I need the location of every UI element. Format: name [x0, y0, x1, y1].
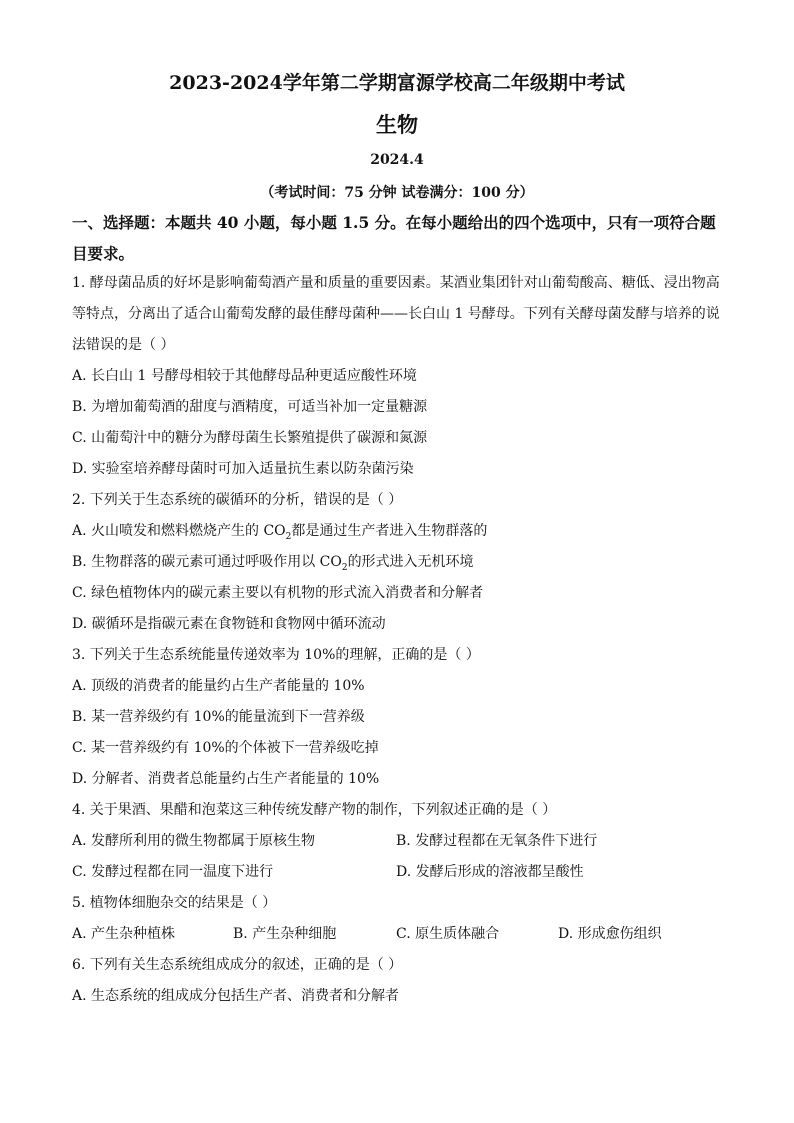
q2-stem: 2. 下列关于生态系统的碳循环的分析，错误的是（ ） — [72, 492, 403, 508]
co2-subscript: 2 — [285, 531, 292, 542]
q1-option-a: A. 长白山 1 号酵母相较于其他酵母品种更适应酸性环境 — [72, 368, 417, 384]
q5-option-a: A. 产生杂种植株 — [72, 926, 176, 942]
q3-stem: 3. 下列关于生态系统能量传递效率为 10%的理解，正确的是（ ） — [72, 647, 480, 663]
q4-option-d: D. 发酵后形成的溶液都呈酸性 — [396, 864, 584, 880]
q3-option-a: A. 顶级的消费者的能量约占生产者能量的 10% — [72, 678, 365, 694]
q2-option-a — [72, 516, 724, 547]
q1-option-d: D. 实验室培养酵母菌时可加入适量抗生素以防杂菌污染 — [72, 461, 414, 477]
section-heading — [72, 207, 724, 269]
q3-option-b: B. 某一营养级约有 10%的能量流到下一营养级 — [72, 709, 365, 725]
q4-option-a: A. 发酵所利用的微生物都属于原核生物 — [72, 833, 316, 849]
q2-option-d: D. 碳循环是指碳元素在食物链和食物网中循环流动 — [72, 616, 386, 632]
q1-stem-line-1: 1. 酵母菌品质的好坏是影响葡萄酒产量和质量的重要因素。某酒业集团针对山葡萄酸高、糖低、浸出物高 — [72, 275, 720, 291]
exam-date: 2024.4 — [370, 152, 424, 168]
exam-info: （考试时间：75 分钟 试卷满分：100 分） — [260, 185, 534, 201]
q4-options-row-1 — [72, 826, 724, 857]
q2-option-b — [72, 547, 724, 578]
q2-option-a-text-2: 都是通过生产者进入生物群落的 — [291, 523, 488, 539]
section-heading-line-2: 目要求。 — [72, 244, 135, 263]
q2-option-b-text-1: B. 生物群落的碳元素可通过呼吸作用以 CO — [72, 554, 342, 570]
q5-option-c: C. 原生质体融合 — [396, 926, 500, 942]
q4-option-b: B. 发酵过程都在无氧条件下进行 — [396, 833, 598, 849]
q5-stem: 5. 植物体细胞杂交的结果是（ ） — [72, 895, 277, 911]
q4-options-row-2 — [72, 857, 724, 888]
q1-stem-line-3: 法错误的是（ ） — [72, 337, 175, 353]
q6-option-a: A. 生态系统的组成成分包括生产者、消费者和分解者 — [72, 988, 400, 1004]
q1-option-c: C. 山葡萄汁中的糖分为酵母菌生长繁殖提供了碳源和氮源 — [72, 430, 428, 446]
co2-subscript: 2 — [341, 562, 348, 573]
q3-option-c: C. 某一营养级约有 10%的个体被下一营养级吃掉 — [72, 740, 379, 756]
q4-option-c: C. 发酵过程都在同一温度下进行 — [72, 864, 274, 880]
questions — [72, 268, 724, 1012]
section-heading-line-1: 一、选择题：本题共 40 小题，每小题 1.5 分。在每小题给出的四个选项中，只有一项符合题 — [72, 213, 716, 232]
q1-stem-line-2: 等特点，分离出了适合山葡萄发酵的最佳酵母菌种——长白山 1 号酵母。下列有关酵母菌发酵与培养的说 — [72, 306, 720, 322]
q3-option-d: D. 分解者、消费者总能量约占生产者能量的 10% — [72, 771, 380, 787]
q1-option-b: B. 为增加葡萄酒的甜度与酒精度，可适当补加一定量糖源 — [72, 399, 428, 415]
q5-option-d: D. 形成愈伤组织 — [558, 926, 662, 942]
q2-option-c: C. 绿色植物体内的碳元素主要以有机物的形式流入消费者和分解者 — [72, 585, 484, 601]
exam-title: 2023-2024学年第二学期富源学校高二年级期中考试 — [169, 72, 625, 94]
subject-title: 生物 — [376, 112, 418, 137]
q6-stem: 6. 下列有关生态系统组成成分的叙述，正确的是（ ） — [72, 957, 403, 973]
q2-option-a-text-1: A. 火山喷发和燃料燃烧产生的 CO — [72, 523, 286, 539]
q5-options-row — [72, 919, 724, 950]
q4-stem: 4. 关于果酒、果醋和泡菜这三种传统发酵产物的制作，下列叙述正确的是（ ） — [72, 802, 557, 818]
q5-option-b: B. 产生杂种细胞 — [233, 926, 337, 942]
q2-option-b-text-2: 的形式进入无机环境 — [347, 554, 474, 570]
